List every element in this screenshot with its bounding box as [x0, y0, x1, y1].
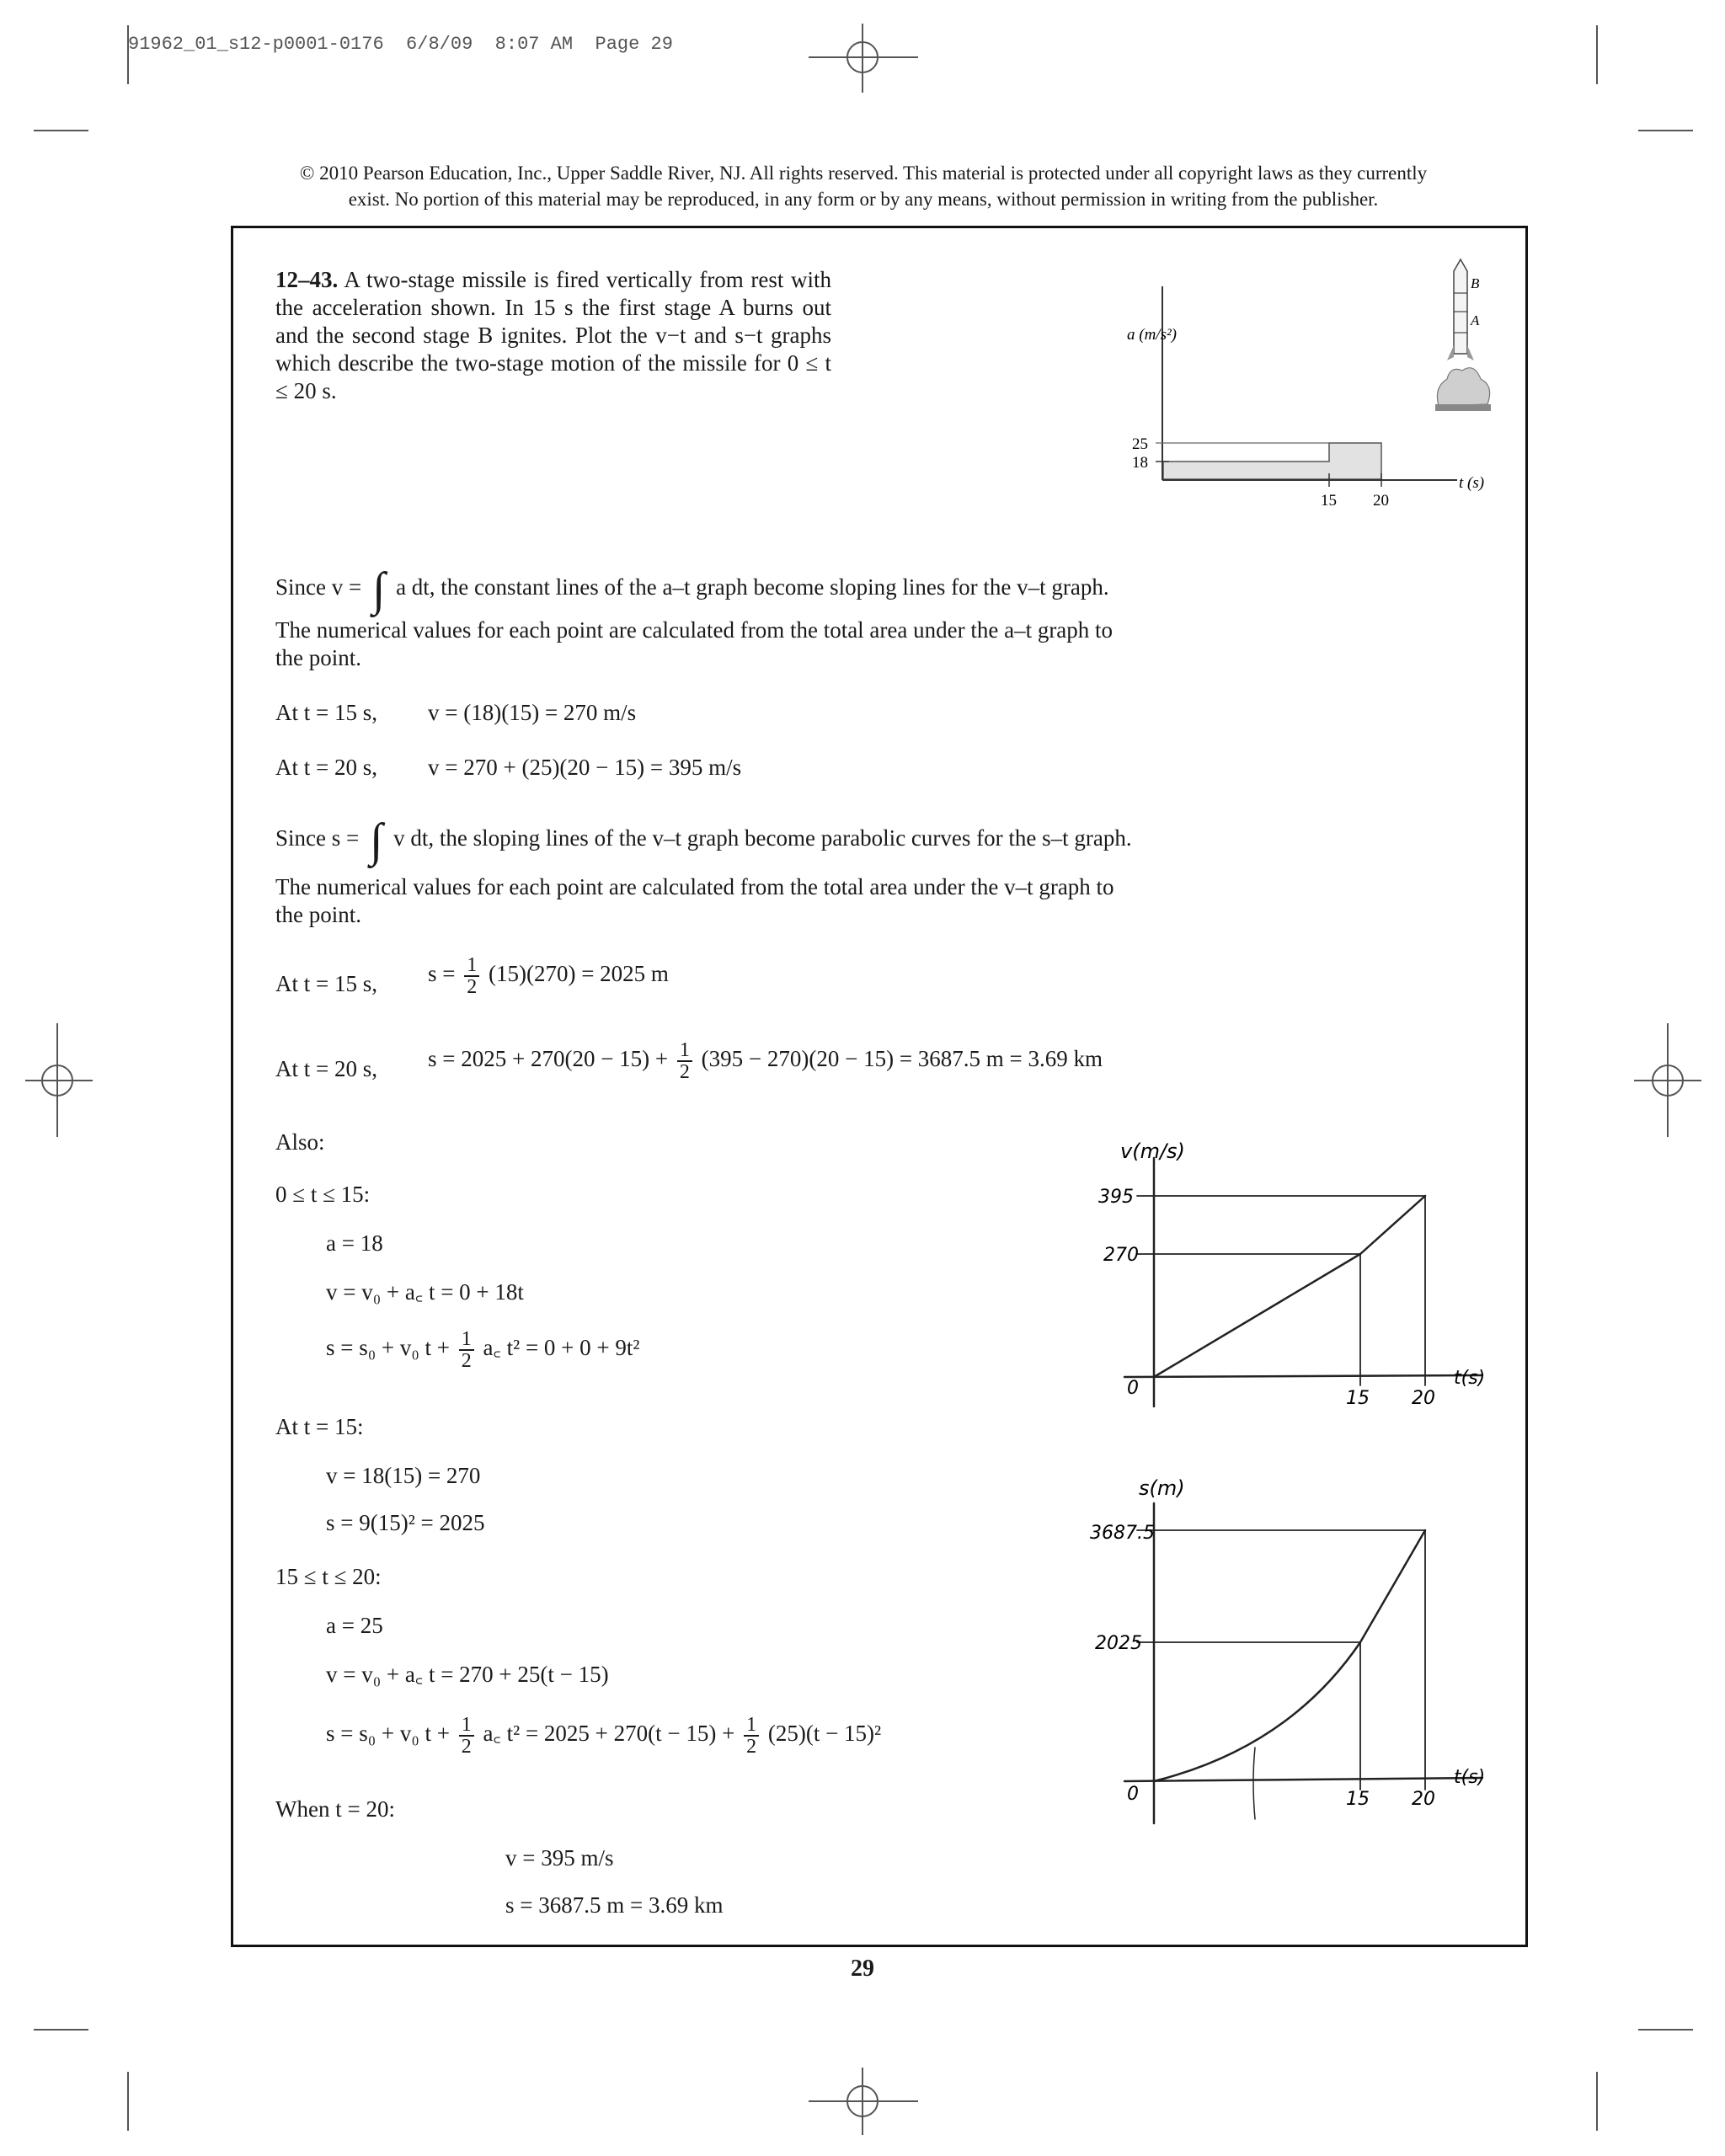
copyright-line-2: exist. No portion of this material may be reproduced, in any form or by any means, without permission in writing from the publisher.	[348, 189, 1379, 210]
st-ytick-2025: 2025	[1095, 1633, 1142, 1654]
st-mark	[1253, 1748, 1255, 1819]
at15b-s: s = 9(15)² = 2025	[326, 1510, 485, 1535]
stage-a-label: A	[1471, 312, 1480, 328]
vt-ytick-395: 395	[1098, 1187, 1134, 1208]
since-v-post: a dt, the constant lines of the a–t graph become sloping lines for the v–t graph.	[396, 574, 1109, 600]
numerical-s-line1: The numerical values for each point are calculated from the total area under the v–t graph to	[275, 874, 1114, 899]
at20-s-pre: s = 2025 + 270(20 − 15) +	[428, 1046, 669, 1072]
vt-xlabel: t(s)	[1454, 1368, 1486, 1389]
final-v: v = 395 m/s	[505, 1845, 614, 1870]
at15-s-post: (15)(270) = 2025 m	[488, 961, 669, 987]
at15b-v: v = 18(15) = 270	[326, 1463, 481, 1488]
r2-v: v = v₀ + a꜀ t = 270 + 25(t − 15)	[326, 1662, 609, 1687]
integral-sign: ∫	[371, 563, 386, 616]
page-number: 29	[851, 1956, 874, 1982]
range1-label: 0 ≤ t ≤ 15:	[275, 1182, 371, 1207]
problem-statement	[275, 266, 831, 405]
at15-s-pre: s =	[428, 961, 456, 987]
copyright-notice	[211, 160, 1516, 212]
vt-ylabel: v(m/s)	[1120, 1139, 1185, 1163]
vt-segment-2	[1360, 1196, 1425, 1254]
r1-a: a = 18	[326, 1230, 383, 1256]
a-t-area-shade	[1163, 443, 1381, 479]
since-s-line	[275, 814, 1132, 867]
at20-s-post: (395 − 270)(20 − 15) = 3687.5 m = 3.69 km	[701, 1046, 1103, 1072]
fraction-half: $\frac{1}{2}$	[459, 1329, 474, 1371]
y-tick-18: 18	[1132, 454, 1148, 472]
vt-segment-1	[1154, 1254, 1360, 1377]
st-curve	[1154, 1530, 1425, 1781]
a-t-graph	[1120, 253, 1516, 564]
integral-sign-2: ∫	[369, 814, 383, 867]
numerical-s-line2: the point.	[275, 902, 361, 927]
vt-xtick-15: 15	[1346, 1388, 1370, 1409]
at20-s-eq	[428, 1040, 1103, 1082]
at20s-label: At t = 20 s,	[275, 1056, 377, 1081]
r1-s-eq	[326, 1329, 639, 1371]
at15-label: At t = 15 s,	[275, 700, 377, 725]
copyright-line-1: © 2010 Pearson Education, Inc., Upper Saddle River, NJ. All rights reserved. This material is protected under all copyright laws as they currently	[299, 163, 1428, 184]
at15-v: v = (18)(15) = 270 m/s	[428, 700, 637, 725]
problem-number: 12–43.	[275, 267, 339, 292]
x-tick-15: 15	[1321, 492, 1337, 510]
when20-label: When t = 20:	[275, 1796, 395, 1822]
r2-s-mid: a꜀ t² = 2025 + 270(t − 15) +	[483, 1721, 735, 1747]
problem-text: A two-stage missile is fired vertically from rest with the acceleration shown. In 15 s the first stage A burns out and the second stage B ignites. Plot the v−t and s−t graphs which describe the two-stage motion of the missile for 0 ≤ t ≤ 20 s.	[275, 267, 831, 403]
final-s: s = 3687.5 m = 3.69 km	[505, 1892, 724, 1918]
at20-label: At t = 20 s,	[275, 755, 377, 780]
fraction-half: $\frac{1}{2}$	[464, 955, 479, 997]
rocket-illustration	[1435, 259, 1491, 411]
r2-s-pre: s = s₀ + v₀ t +	[326, 1721, 451, 1747]
st-xtick-15: 15	[1346, 1789, 1370, 1810]
r2-s-eq	[326, 1715, 881, 1757]
x-tick-20: 20	[1373, 492, 1389, 510]
numerical-v-line2: the point.	[275, 645, 361, 670]
numerical-s-text	[275, 873, 1160, 929]
st-xlabel: t(s)	[1454, 1767, 1486, 1788]
at20-v: v = 270 + (25)(20 − 15) = 395 m/s	[428, 755, 742, 780]
at15s-label: At t = 15 s,	[275, 971, 377, 996]
numerical-v-text	[275, 616, 1160, 672]
range2-label: 15 ≤ t ≤ 20:	[275, 1564, 382, 1589]
printer-slug: 91962_01_s12-p0001-0176 6/8/09 8:07 AM Page 29	[128, 34, 673, 55]
st-ytick-3687: 3687.5	[1090, 1523, 1155, 1544]
vt-origin: 0	[1127, 1378, 1139, 1399]
st-xtick-20: 20	[1412, 1789, 1435, 1810]
since-s-post: v dt, the sloping lines of the v–t graph become parabolic curves for the s–t graph.	[393, 825, 1132, 851]
v-t-sketch	[1087, 1133, 1508, 1411]
r2-s-post: (25)(t − 15)²	[767, 1721, 882, 1747]
vt-ytick-270: 270	[1103, 1245, 1139, 1266]
since-v-line	[275, 563, 1109, 616]
stage-b-label: B	[1471, 275, 1480, 291]
s-t-sketch	[1087, 1470, 1508, 1832]
since-v-pre: Since v =	[275, 574, 362, 600]
a-axis-label: a (m/s²)	[1127, 326, 1177, 344]
st-t-axis	[1124, 1778, 1482, 1781]
y-tick-25: 25	[1132, 435, 1148, 453]
st-origin: 0	[1127, 1784, 1139, 1805]
vt-xtick-20: 20	[1412, 1388, 1435, 1409]
fraction-half: $\frac{1}{2}$	[744, 1715, 759, 1757]
also-label: Also:	[275, 1129, 325, 1155]
numerical-v-line1: The numerical values for each point are calculated from the total area under the a–t graph to	[275, 617, 1114, 643]
t-axis-label: t (s)	[1459, 474, 1485, 492]
r1-v: v = v₀ + a꜀ t = 0 + 18t	[326, 1279, 524, 1305]
r1-s-pre: s = s₀ + v₀ t +	[326, 1335, 451, 1361]
at15b-label: At t = 15:	[275, 1414, 364, 1439]
since-s-pre: Since s =	[275, 825, 360, 851]
fraction-half: $\frac{1}{2}$	[677, 1040, 692, 1082]
st-ylabel: s(m)	[1139, 1476, 1185, 1500]
vt-t-axis	[1124, 1375, 1482, 1377]
r1-s-post: a꜀ t² = 0 + 0 + 9t²	[483, 1335, 640, 1361]
fraction-half: $\frac{1}{2}$	[459, 1715, 474, 1757]
at15-s-eq	[428, 955, 669, 997]
r2-a: a = 25	[326, 1613, 383, 1638]
